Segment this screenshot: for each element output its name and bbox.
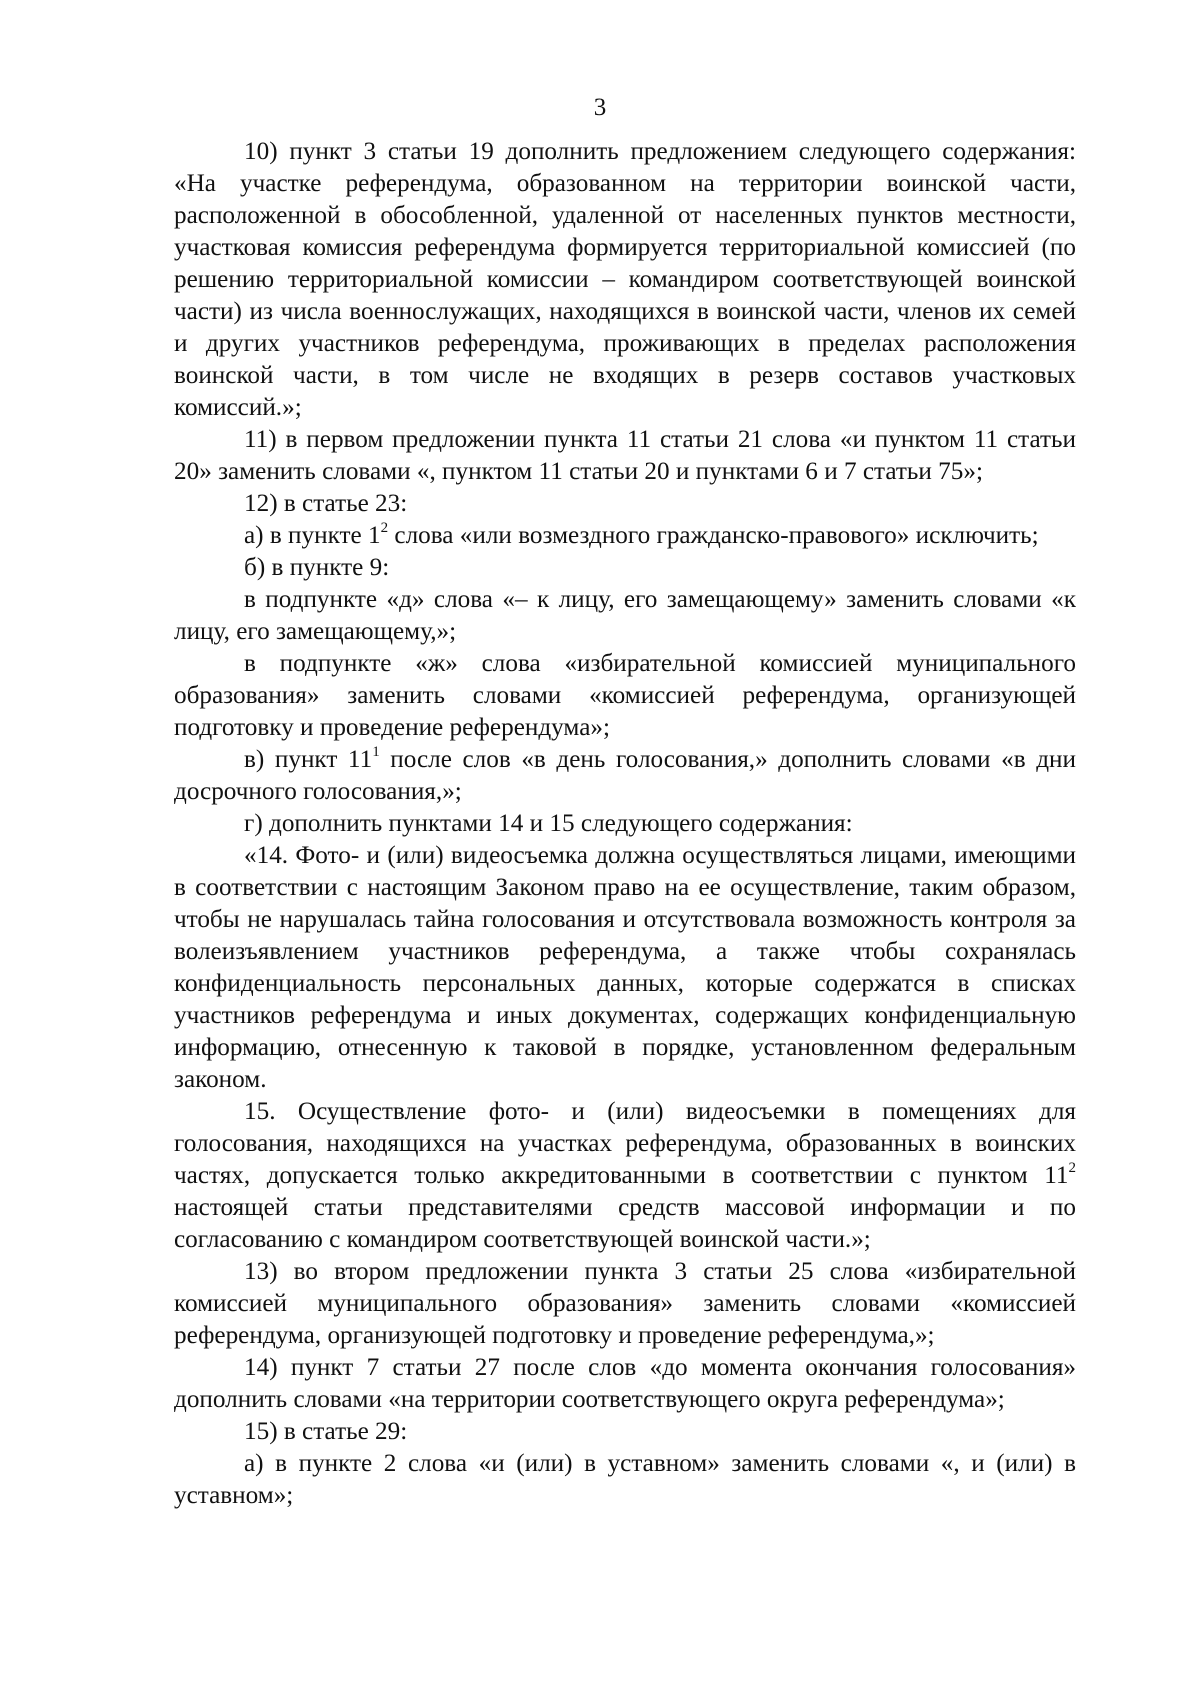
text-run: в) пункт 11 bbox=[244, 746, 373, 773]
paragraph-item-15: 15) в статье 29: bbox=[244, 1418, 408, 1445]
text-run: а) в пункте 1 bbox=[244, 522, 381, 549]
paragraph-item-13: 13) во втором предложении пункта 3 статьи 25 слова «избирательной комиссией муниципального образования» заменить словами «комиссией референдума, организующей подготовку и проведение референдума,»; bbox=[174, 1258, 1076, 1349]
paragraph-subitem-a-2: а) в пункте 2 слова «и (или) в уставном» заменить словами «, и (или) в уставном»; bbox=[174, 1450, 1076, 1509]
paragraph-subitem-g: г) дополнить пунктами 14 и 15 следующего содержания: bbox=[244, 810, 853, 837]
paragraph-subitem-b: б) в пункте 9: bbox=[244, 554, 390, 581]
paragraph-item-10: 10) пункт 3 статьи 19 дополнить предложением следующего содержания: «На участке референдума, образованном на территории воинской части, расположенной в обособленной, удаленной от населенных пунктов местности, участковая комиссия референдума формируется территориальной комиссией (по решению территориальной комиссии – командиром соответствующей воинской части) из числа военнослужащих, находящихся в воинской части, членов их семей и других участников референдума, проживающих в пределах расположения воинской части, в том числе не входящих в резерв составов участковых комиссий.»; bbox=[174, 138, 1076, 421]
text-run: слова «или возмездного гражданско-правового» исключить; bbox=[388, 522, 1039, 549]
text-run: 15. Осуществление фото- и (или) видеосъемки в помещениях для голосования, находящихся на участках референдума, образованных в воинских частях, допускается только аккредитованными в соответствии с пунктом 11 bbox=[174, 1098, 1076, 1189]
paragraph-item-12: 12) в статье 23: bbox=[244, 490, 408, 517]
paragraph-clause-14: «14. Фото- и (или) видеосъемка должна осуществляться лицами, имеющими в соответствии с настоящим Законом право на ее осуществление, таким образом, чтобы не нарушалась тайна голосования и отсутствовала возможность контроля за волеизъявлением участников референдума, а также чтобы сохранялась конфиденциальность персональных данных, которые содержатся в списках участников референдума и иных документах, содержащих конфиденциальную информацию, отнесенную к таковой в порядке, установленном федеральным законом. bbox=[174, 842, 1076, 1093]
paragraph-subitem-v bbox=[174, 744, 1076, 808]
paragraph-subpoint-zh: в подпункте «ж» слова «избирательной комиссией муниципального образования» заменить словами «комиссией референдума, организующей подготовку и проведение референдума»; bbox=[174, 650, 1076, 741]
paragraph-subpoint-d: в подпункте «д» слова «– к лицу, его замещающему» заменить словами «к лицу, его замещающему,»; bbox=[174, 586, 1076, 645]
superscript: 2 bbox=[1068, 1159, 1076, 1176]
text-run: после слов «в день голосования,» дополнить словами «в дни досрочного голосования,»; bbox=[174, 746, 1076, 805]
superscript: 1 bbox=[372, 743, 380, 760]
text-run: настоящей статьи представителями средств массовой информации и по согласованию с командиром соответствующей воинской части.»; bbox=[174, 1194, 1076, 1253]
paragraph-subitem-a bbox=[174, 520, 1076, 552]
superscript: 2 bbox=[380, 519, 389, 536]
document-body bbox=[174, 136, 1076, 1512]
page-number: 3 bbox=[593, 94, 607, 121]
paragraph-clause-15 bbox=[174, 1096, 1076, 1256]
paragraph-item-14: 14) пункт 7 статьи 27 после слов «до момента окончания голосования» дополнить словами «на территории соответствующего округа референдума»; bbox=[174, 1354, 1076, 1413]
paragraph-item-11: 11) в первом предложении пункта 11 статьи 21 слова «и пунктом 11 статьи 20» заменить словами «, пунктом 11 статьи 20 и пунктами 6 и 7 статьи 75»; bbox=[174, 426, 1076, 485]
